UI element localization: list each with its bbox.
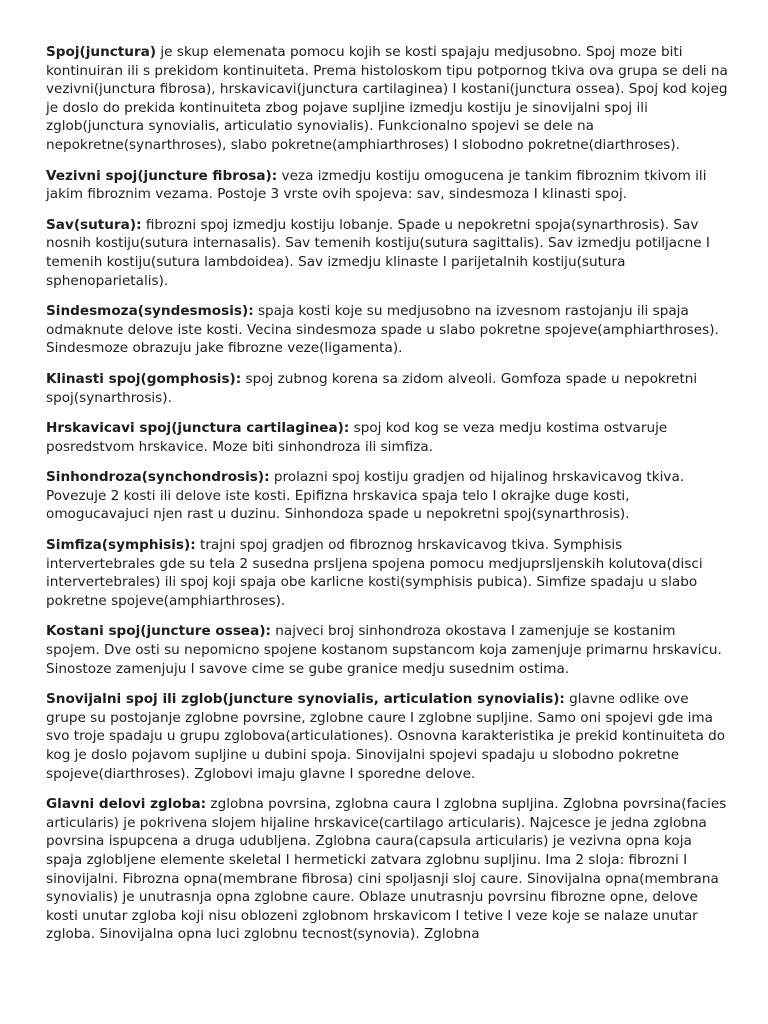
paragraph-sindesmoza	[46, 302, 728, 358]
paragraph-term: Vezivni spoj(juncture fibrosa):	[46, 167, 278, 184]
paragraph-kostani-spoj	[46, 622, 728, 678]
paragraph-text: trajni spoj gradjen od fibroznog hrskavicavog tkiva. Symphisis intervertebrales gde su tela 2 susedna prsljena spojena pomocu medjuprsljenskih kolutova(disci intervertebrales) ili spoj koji spaja obe karlicne kosti(symphisis pubica). Simfize spadaju u slabo pokretne spojeve(amphiarthroses).	[46, 537, 703, 609]
paragraph-sav	[46, 216, 728, 290]
paragraph-glavni-delovi-zgloba	[46, 795, 728, 944]
paragraph-simfiza	[46, 536, 728, 610]
paragraph-term: Sinhondroza(synchondrosis):	[46, 469, 270, 486]
paragraph-sinhondroza	[46, 468, 728, 524]
paragraph-text: spoj kod kog se veza medju kostima ostvaruje posredstvom hrskavice. Moze biti sinhondroza ili simfiza.	[46, 420, 668, 455]
paragraph-text: spoj zubnog korena sa zidom alveoli. Gomfoza spade u nepokretni spoj(synarthrosis).	[46, 370, 698, 406]
paragraph-text: fibrozni spoj izmedju kostiju lobanje. Spade u nepokretni spoja(synarthrosis). Sav nosnih kostiju(sutura internasalis). Sav temenih kostiju(sutura sagittalis). Sav izmedju potiljacne I temenih kostiju(sutura lambdoidea). Sav izmedju klinaste I parijetalnih kostiju(sutura sphenoparietalis).	[46, 216, 710, 289]
paragraph-hrskavicavi-spoj	[46, 419, 728, 456]
paragraph-text: glavne odlike ove grupe su postojanje zglobne povrsine, zglobne caure I zglobne supljine. Samo oni spojevi gde ima svo troje spadaju u grupu zglobova(articulationes). Osnovna karakteristika je prekid kontinuiteta do kog je doslo pojavom supljine u dubini spoja. Sinovijalni spojevi spadaju u slobodno pokretne spojeve(diarthroses). Zglobovi imaju glavne I sporedne delove.	[46, 691, 726, 782]
paragraph-term: Sav(sutura):	[46, 216, 142, 233]
paragraph-text: je skup elemenata pomocu kojih se kosti spajaju medjusobno. Spoj moze biti kontinuiran ili s prekidom kontinuiteta. Prema histoloskom tipu potpornog tkiva ova grupa se deli na vezivni(junctura fibrosa), hrskavicavi(junctura cartilaginea) I kostani(junctura ossea). Spoj kod kojeg je doslo do prekida kontinuiteta zbog pojave supljine izmedju kostiju je sinovijalni spoj ili zglob(junctura synovialis, articulatio synovialis). Funkcionalno spojevi se dele na nepokretne(synarthroses), slabo pokretne(amphiarthroses) I slobodno pokretne(diarthroses).	[46, 44, 728, 153]
paragraph-spoj	[46, 43, 728, 155]
paragraph-term: Simfiza(symphisis):	[46, 537, 196, 554]
paragraph-klinasti-spoj	[46, 370, 728, 407]
paragraph-text: najveci broj sinhondroza okostava I zamenjuje se kostanim spojem. Dve osti su nepomicno spojene kostanom supstancom koja zamenjuje primarnu hrskavicu. Sinostoze zamenjuju I savove cime se gube granice medju susednim ostima.	[46, 623, 722, 677]
paragraph-text: veza izmedju kostiju omogucena je tankim fibroznim tkivom ili jakim fibroznim vezama. Postoje 3 vrste ovih spojeva: sav, sindesmoza I klinasti spoj.	[46, 167, 707, 203]
paragraph-term: Sindesmoza(syndesmosis):	[46, 303, 254, 320]
paragraph-term: Kostani spoj(juncture ossea):	[46, 623, 271, 640]
paragraph-sinovijalni-spoj	[46, 690, 728, 783]
paragraph-vezivni-spoj	[46, 167, 728, 204]
paragraph-term: Snovijalni spoj ili zglob(juncture synovialis, articulation synovialis):	[46, 691, 565, 708]
paragraph-text: prolazni spoj kostiju gradjen od hijalinog hrskavicavog tkiva. Povezuje 2 kosti ili delove iste kosti. Epifizna hrskavica spaja telo I okrajke duge kosti, omogucavajuci njen rast u duzinu. Sinhondoza spade u nepokretni spoj(synarthrosis).	[46, 469, 685, 523]
paragraph-term: Hrskavicavi spoj(junctura cartilaginea):	[46, 420, 350, 437]
paragraph-term: Spoj(junctura)	[46, 44, 157, 60]
paragraph-text: zglobna povrsina, zglobna caura I zglobna supljina. Zglobna povrsina(facies articularis) je pokrivena slojem hijaline hrskavice(cartilago articularis). Najcesce je jedna zglobna povrsina ispupcena a druga udubljena. Zglobna caura(capsula articularis) je vezivna opna koja spaja zglobljene elemente skeletal I hermeticki zatvara zglobnu supljinu. Ima 2 sloja: fibrozni I sinovijalni. Fibrozna opna(membrane fibrosa) cini spoljasnji sloj caure. Sinovijalna opna(membrana synovialis) je unutrasnja opna zglobne caure. Oblaze unutrasnju povrsinu fibrozne opne, delove kosti unutar zgloba koji nisu oblozeni zglobnom hrskavicom I tetive I veze koje se nalaze unutar zgloba. Sinovijalna opna luci zglobnu tecnost(synovia). Zglobna	[46, 796, 727, 943]
paragraph-term: Glavni delovi zgloba:	[46, 796, 207, 813]
paragraph-text: spaja kosti koje su medjusobno na izvesnom rastojanju ili spaja odmaknute delove iste kosti. Vecina sindesmoza spade u slabo pokretne spojeve(amphiarthroses). Sindesmoze obrazuju jake fibrozne veze(ligamenta).	[46, 303, 719, 357]
paragraph-term: Klinasti spoj(gomphosis):	[46, 370, 242, 387]
document-page	[46, 43, 728, 956]
